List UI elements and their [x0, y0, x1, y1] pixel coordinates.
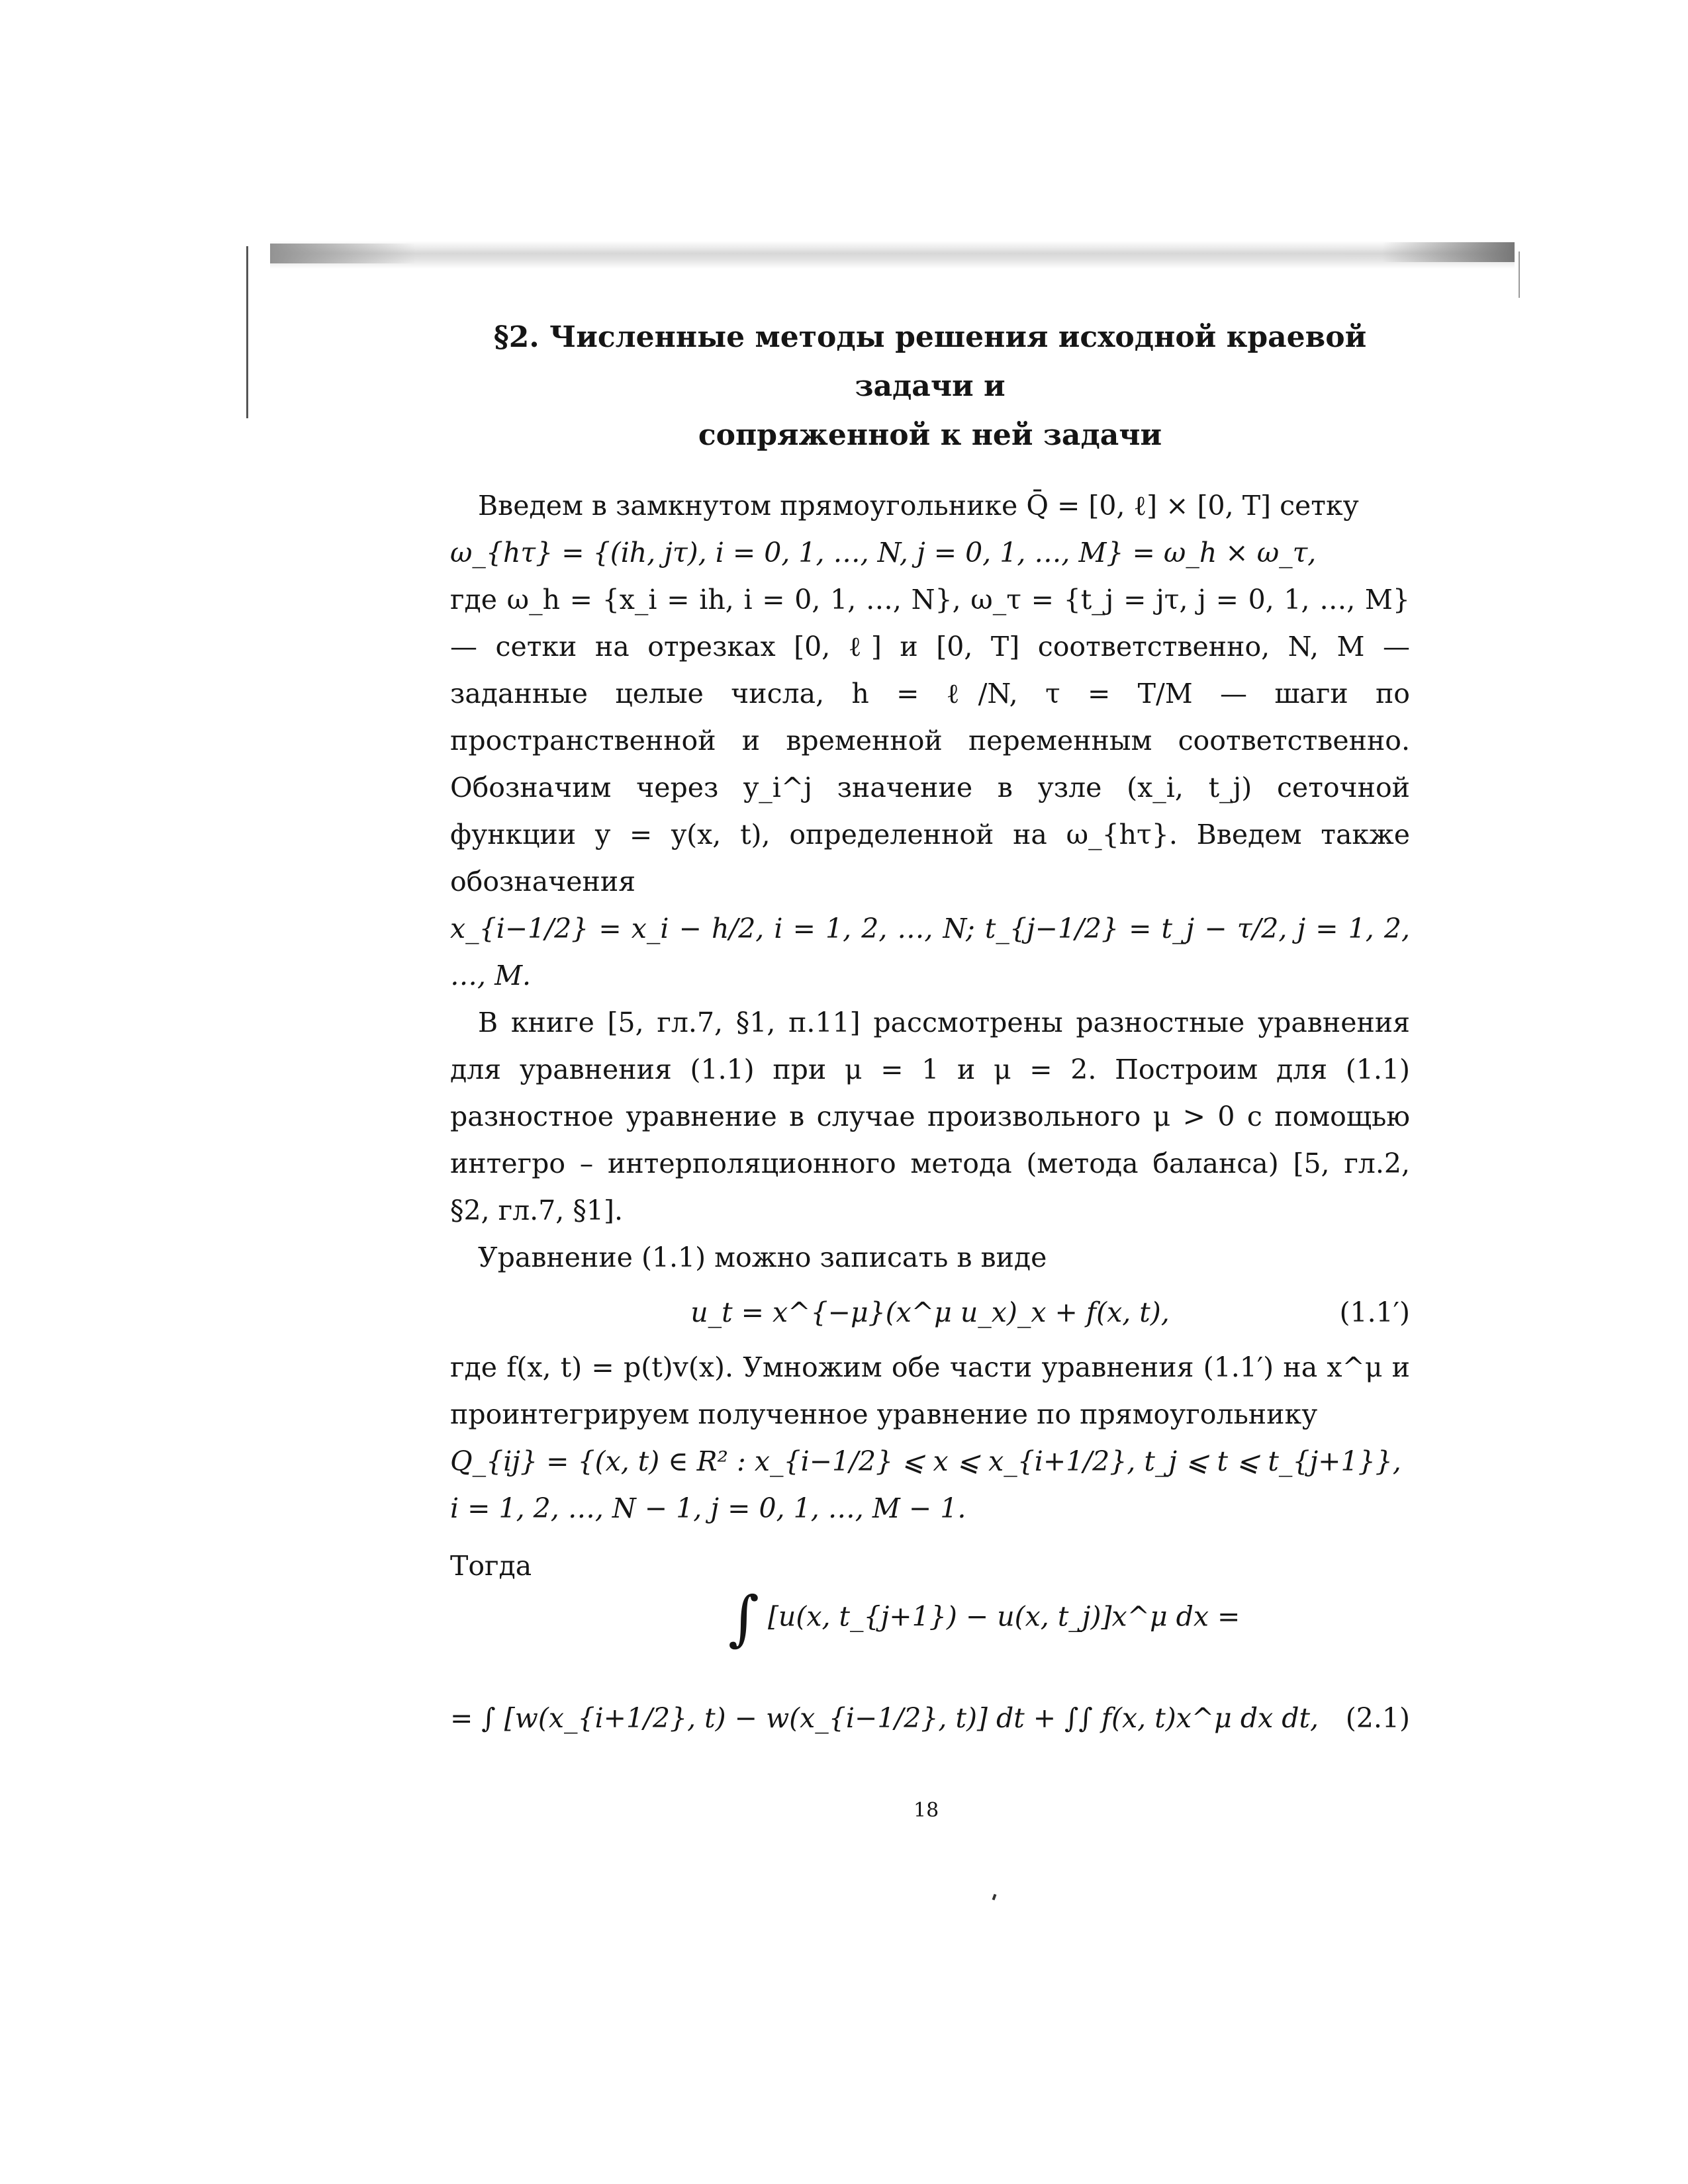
integral-block	[450, 1543, 1410, 1788]
grid-equation: ω_{hτ} = {(ih, jτ), i = 0, 1, …, N, j = 0, 1, …, M} = ω_h × ω_τ,	[450, 537, 1317, 569]
equation-1-1-prime: u_t = x^{−μ}(x^μ u_x)_x + f(x, t), (1.1′)	[450, 1289, 1410, 1336]
page-number: 18	[914, 1799, 939, 1822]
then-label: Тогда	[450, 1550, 532, 1582]
equation-number: (1.1′)	[1339, 1297, 1410, 1328]
integral-sign: ∫	[728, 1584, 759, 1653]
rectangle-definition: Q_{ij} = {(x, t) ∈ R² : x_{i−1/2} ⩽ x ⩽ x_{i+1/2}, t_j ⩽ t ⩽ t_{j+1}},	[450, 1445, 1401, 1477]
equation-number: (2.1)	[1345, 1702, 1410, 1734]
intro-paragraph: Введем в замкнутом прямоугольнике Q̄ = [0, ℓ] × [0, T] сетку	[478, 490, 1359, 522]
scan-edge-line-right	[1519, 251, 1520, 298]
multiply-paragraph: где f(x, t) = p(t)v(x). Умножим обе части уравнения (1.1′) на x^μ и проинтегрируем полученное уравнение по прямоугольнику	[450, 1351, 1410, 1430]
integral-line-2: = ∫ [w(x_{i+1/2}, t) − w(x_{i−1/2}, t)] dt + ∫∫ f(x, t)x^μ dx dt, (2.1)	[450, 1695, 1410, 1742]
section-heading: §2. Численные методы решения исходной краевой задачи и сопряженной к ней задачи	[493, 320, 1367, 452]
index-range: i = 1, 2, …, N − 1, j = 0, 1, …, M − 1.	[450, 1492, 966, 1524]
scan-shadow-bar	[270, 241, 1515, 269]
grid-description: где ω_h = {x_i = ih, i = 0, 1, …, N}, ω_τ = {t_j = jτ, j = 0, 1, …, M} — сетки на отрезках [0, ℓ] и [0, T] соответственно, N, M — заданные целые числа, h = ℓ/N, τ = T/M — шаги по пространственной и временной переменным соответственно. Обозначим через y_i^j значение в узле (x_i, t_j) сеточной функции y = y(x, t), определенной на ω_{hτ}. Введем также обозначения	[450, 584, 1410, 897]
book-reference-paragraph: В книге [5, гл.7, §1, п.11] рассмотрены разностные уравнения для уравнения (1.1) при μ = 1 и μ = 2. Построим для (1.1) разностное уравнение в случае произвольного μ > 0 с помощью интегро – интерполяционного метода (метода баланса) [5, гл.2, §2, гл.7, §1].	[450, 1007, 1410, 1226]
rewrite-paragraph: Уравнение (1.1) можно записать в виде	[478, 1242, 1047, 1273]
integral-line-1: ∫ [u(x, t_{j+1}) − u(x, t_j)]x^μ dx =	[728, 1584, 1241, 1653]
document-page	[450, 301, 1410, 1788]
scan-speck	[992, 1894, 997, 1901]
scan-edge-line	[246, 246, 248, 418]
half-step-equation: x_{i−1/2} = x_i − h/2, i = 1, 2, …, N; t_{j−1/2} = t_j − τ/2, j = 1, 2, …, M.	[450, 913, 1410, 991]
